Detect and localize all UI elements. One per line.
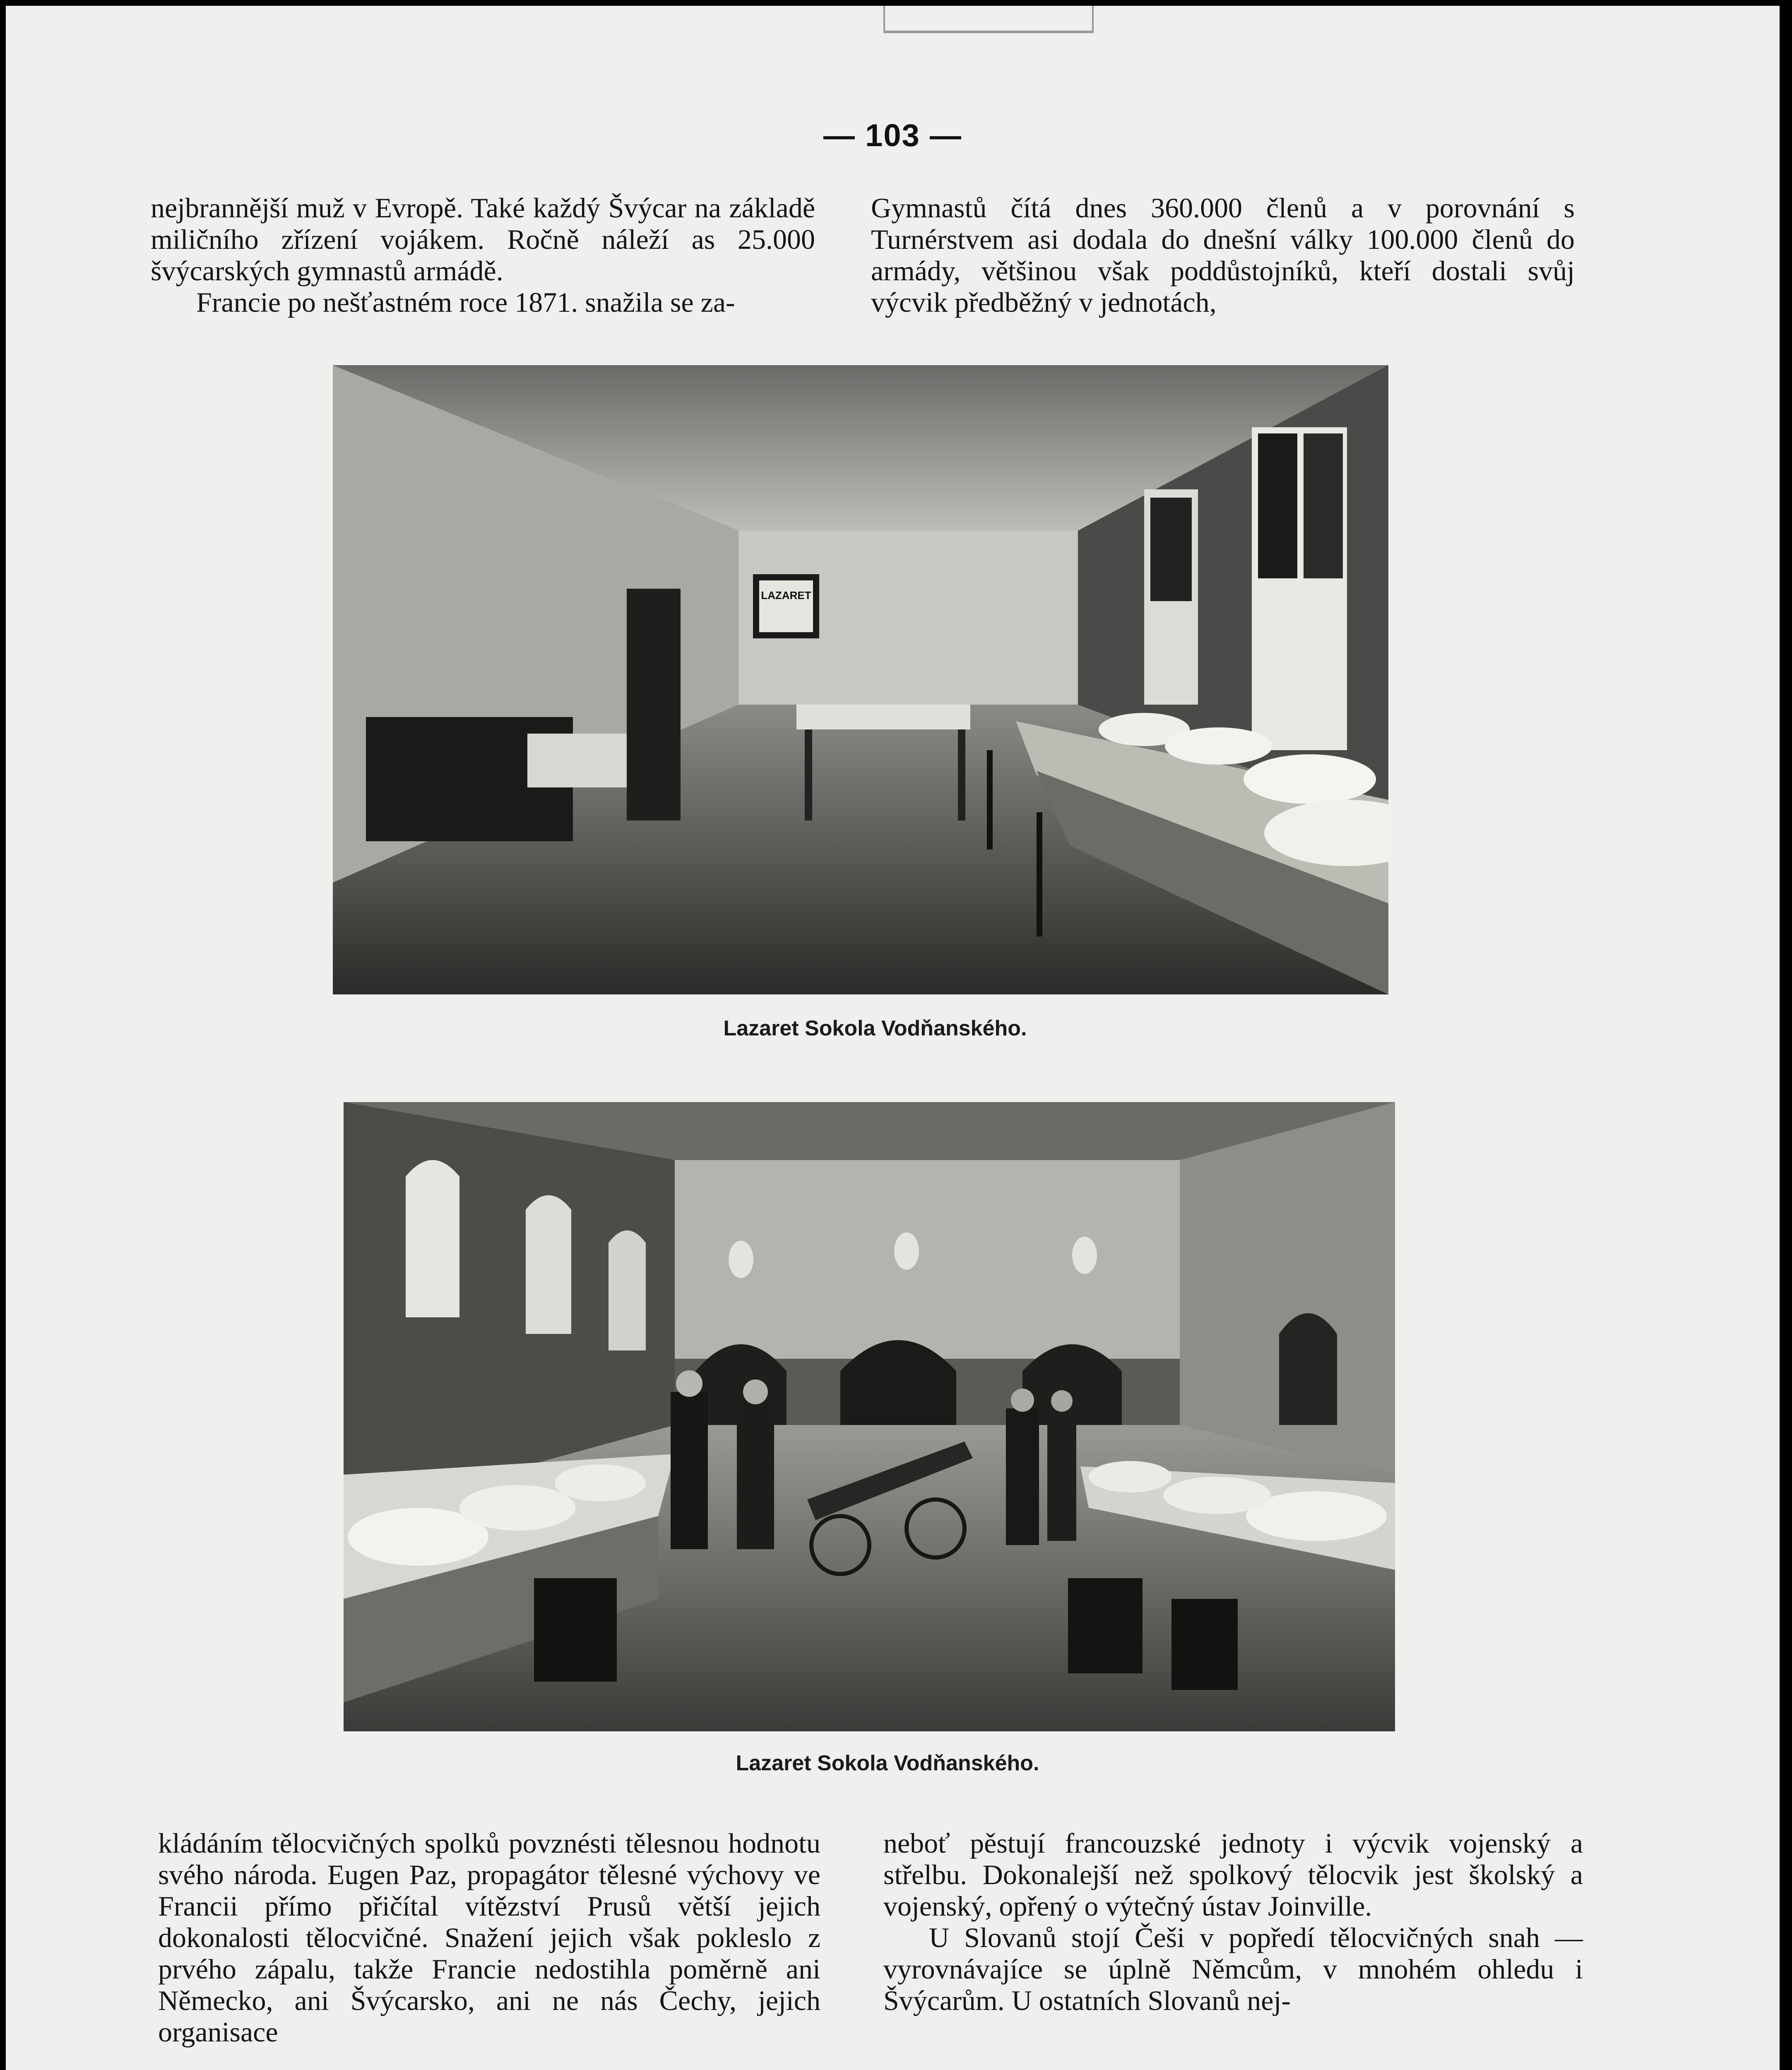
photo-lazaret-hall-2	[344, 1102, 1395, 1731]
paragraph: neboť pěstují francouzské jednoty i výcvik vojenský a střelbu. Dokonalejší než spolkový tělocvik jest školský a vojenský, opřený o výtečný ústav Joinville.	[883, 1827, 1583, 1922]
page-number: — 103 —	[823, 118, 962, 153]
text-column-left-top	[151, 192, 815, 318]
photo-lazaret-room-1	[333, 365, 1388, 994]
paragraph: nejbrannější muž v Evropě. Také každý Švýcar na základě miličního zřízení vojákem. Ročně náleží as 25.000 švýcarských gymnastů armádě.	[151, 192, 815, 286]
paragraph: U Slovanů stojí Češi v popředí tělocvičných snah — vyrovnávajíce se úplně Němcům, v mnohém ohledu i Švýcarům. U ostatních Slovanů nej-	[883, 1922, 1583, 2016]
document-page	[6, 6, 1780, 2070]
paragraph: kládáním tělocvičných spolků povznésti tělesnou hodnotu svého národa. Eugen Paz, propagátor tělesné výchovy ve Francii přímo přičítal vítězství Prusů větší jejich dokonalosti tělocvičné. Snažení jejich však pokleslo z prvého zápalu, takže Francie nedostihla poměrně ani Německo, ani Švýcarsko, ani ne nás Čechy, jejich organisace	[158, 1827, 820, 2048]
photo-sign-text: LAZARET	[761, 589, 811, 602]
paragraph: Francie po nešťastném roce 1871. snažila se za-	[196, 286, 735, 318]
scan-edge-mark	[883, 6, 1094, 33]
text-column-left-bottom	[158, 1827, 820, 2048]
text-column-right-top	[871, 192, 1575, 318]
figure-caption: Lazaret Sokola Vodňanského.	[723, 1016, 1027, 1040]
text-column-right-bottom	[883, 1827, 1583, 2016]
paragraph: Gymnastů čítá dnes 360.000 členů a v porovnání s Turnérstvem asi dodala do dnešní války 100.000 členů do armády, většinou však poddůstojníků, kteří dostali svůj výcvik předběžný v jednotách,	[871, 192, 1575, 318]
photo-lazaret-hall-2-image	[344, 1102, 1395, 1731]
figure-caption: Lazaret Sokola Vodňanského.	[736, 1751, 1039, 1775]
photo-lazaret-room-1-image	[333, 365, 1388, 994]
